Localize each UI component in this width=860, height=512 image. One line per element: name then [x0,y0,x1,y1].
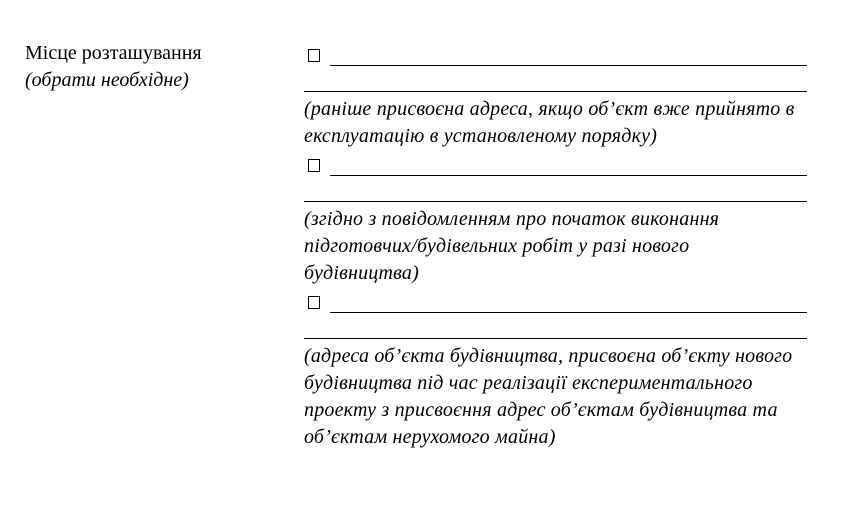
choose-required-hint: (обрати необхідне) [25,69,189,91]
construction-notice-line-1[interactable] [330,149,807,176]
option-construction-notice [304,150,807,287]
experimental-project-line-2[interactable] [304,313,807,339]
existing-address-checkbox[interactable] [308,49,320,62]
existing-address-line-2[interactable] [304,66,807,92]
option-experimental-project [304,287,807,451]
experimental-project-checkbox[interactable] [308,296,320,309]
construction-notice-checkbox[interactable] [308,159,320,172]
existing-address-line-1[interactable] [330,39,807,66]
experimental-project-line-1[interactable] [330,286,807,313]
construction-notice-line-2[interactable] [304,176,807,202]
location-options [304,40,807,451]
existing-address-note: (раніше присвоєна адреса, якщо об’єкт вже прийнято в експлуатацію в установленому порядку) [304,98,795,147]
option-existing-address [304,40,807,150]
location-label: Місце розташування [25,42,202,64]
experimental-project-note: (адреса об’єкта будівництва, присвоєна об’єкту нового будівництва під час реалізації експериментального проекту з присвоєння адрес об’єктам будівництва та об’єктам нерухомого майна) [304,345,793,448]
location-field-label [25,40,285,94]
construction-notice-note: (згідно з повідомленням про початок виконання підготовчих/будівельних робіт у разі нового будівництва) [304,208,720,284]
